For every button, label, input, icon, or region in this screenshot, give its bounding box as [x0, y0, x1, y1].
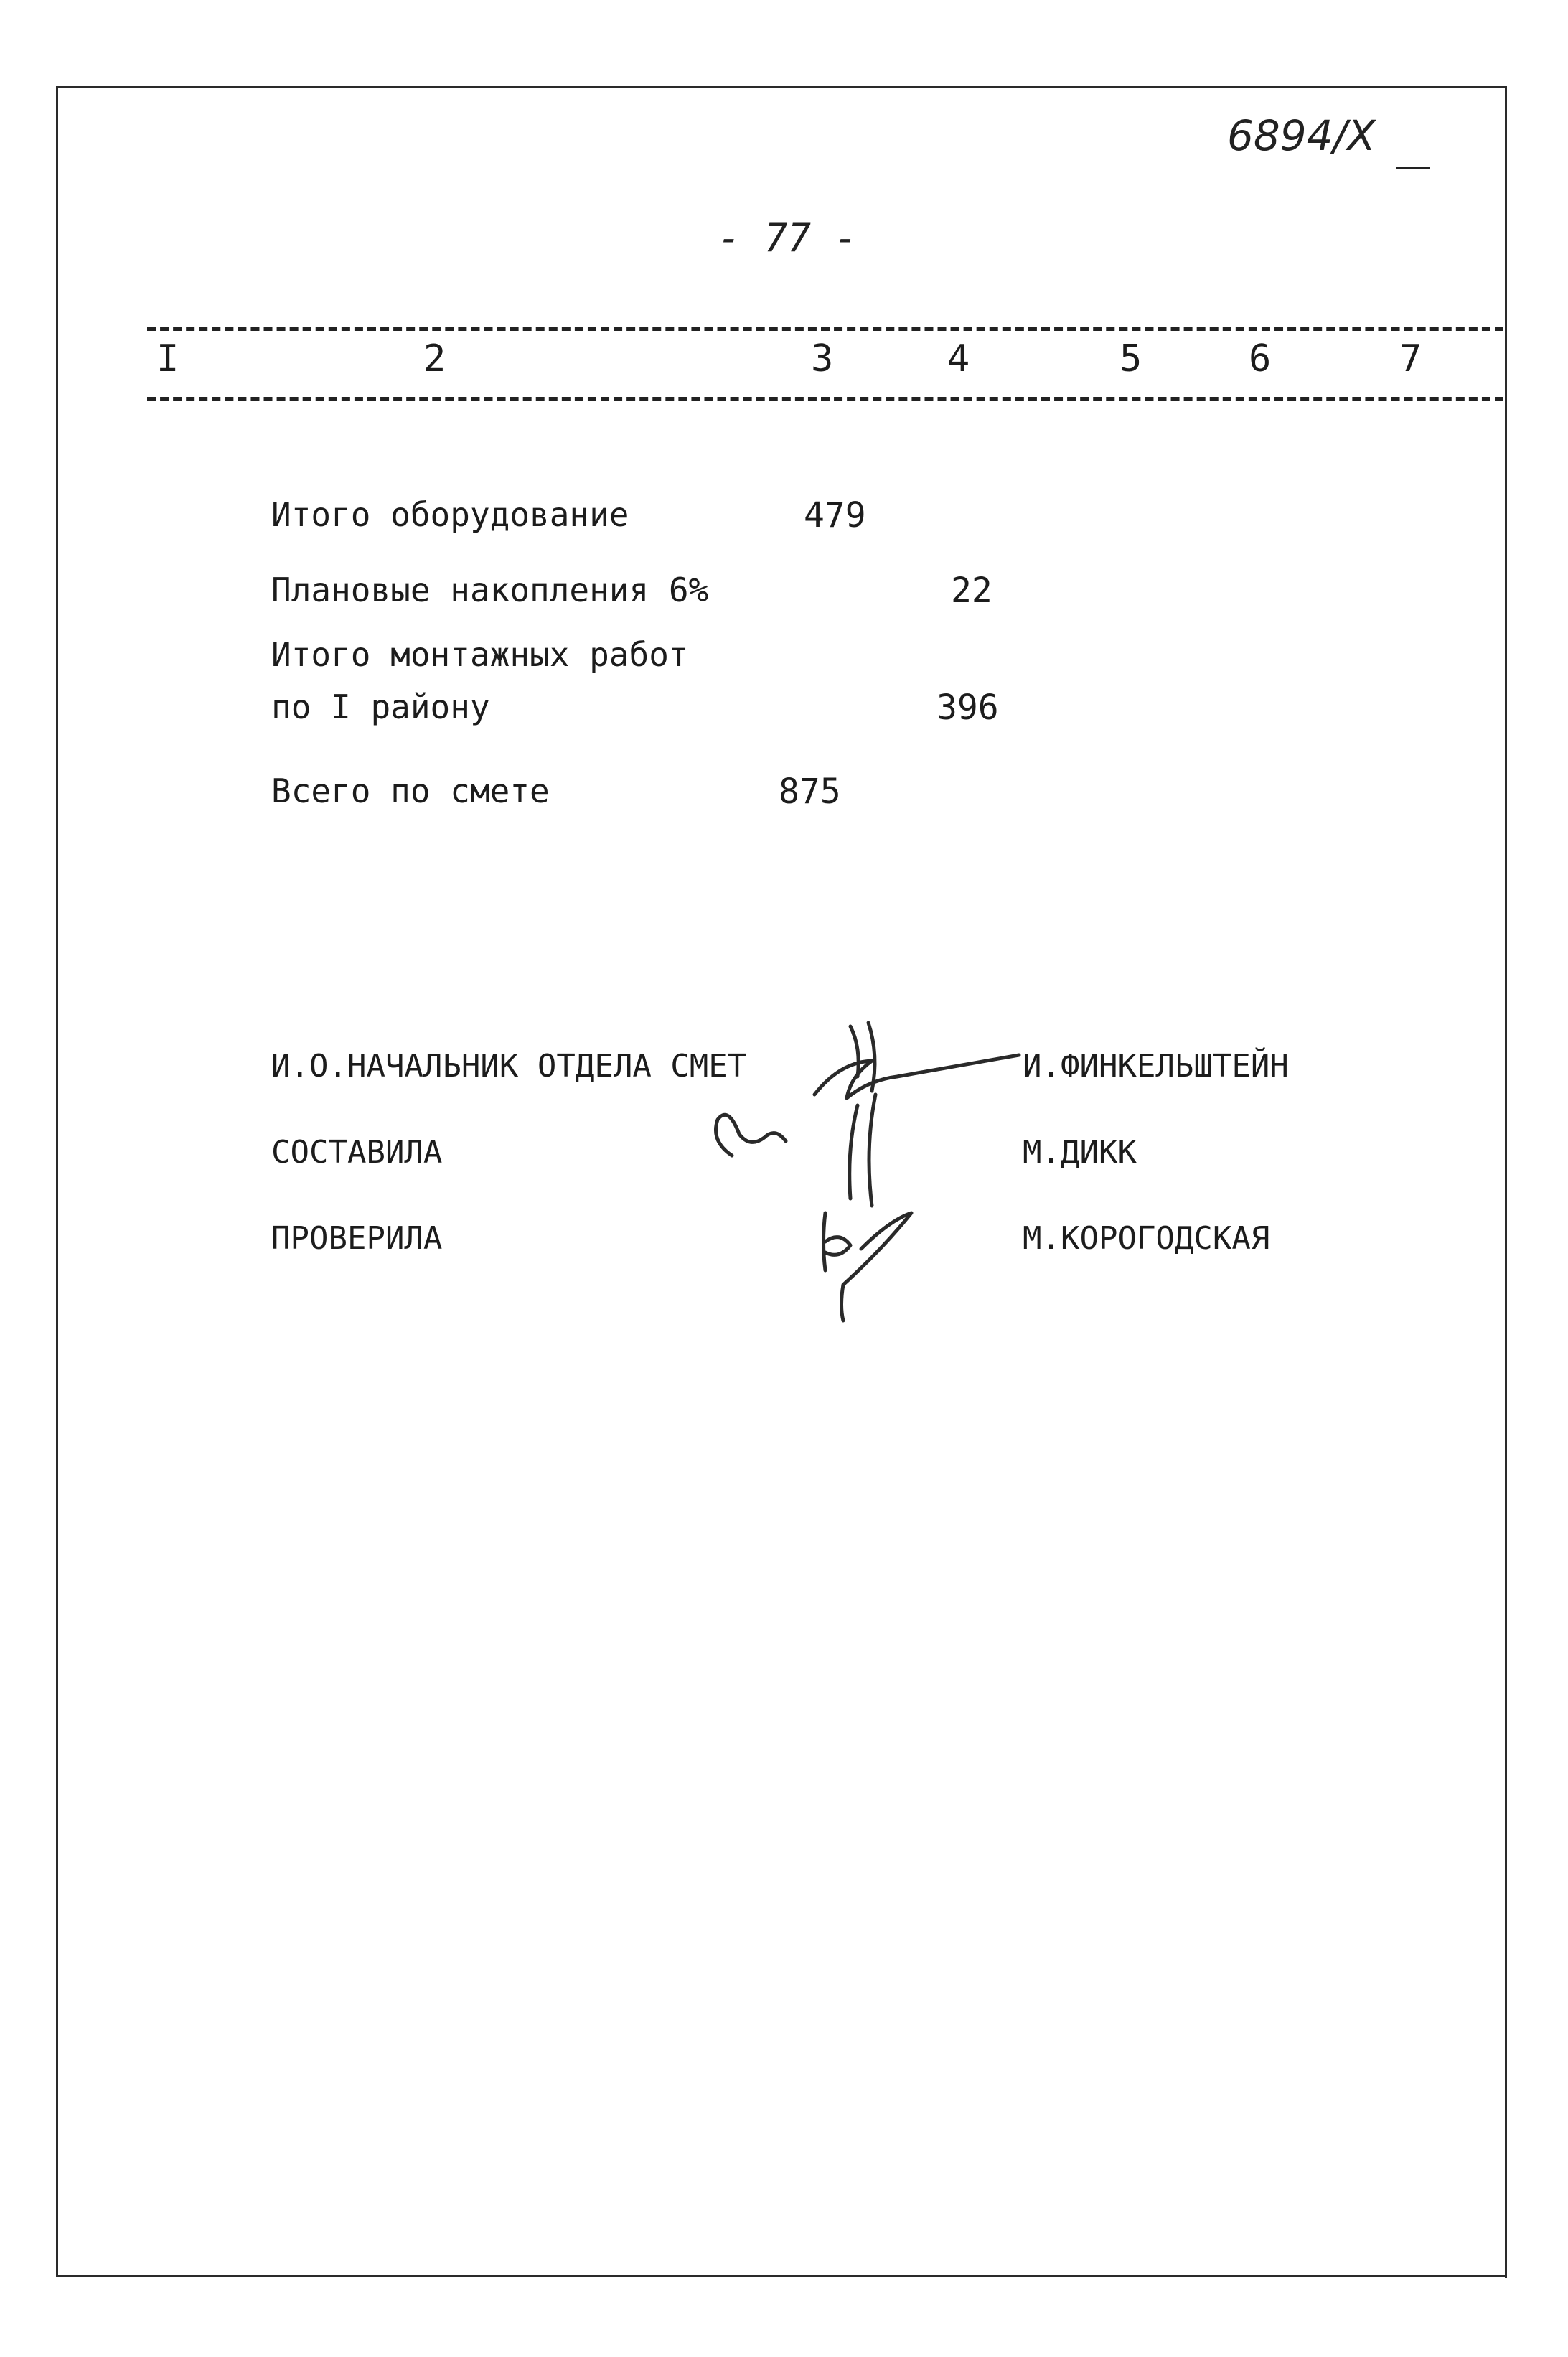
signatory-role-checked: ПРОВЕРИЛА	[271, 1220, 443, 1257]
column-header-3: 3	[811, 337, 834, 380]
signature-compiled-vertical-2	[869, 1095, 875, 1206]
row-value-installation-total: 396	[936, 688, 999, 728]
signature-checked-tail	[842, 1213, 912, 1321]
row-label-installation-total-line1: Итого монтажных работ	[271, 635, 689, 674]
signatory-role-head: И.О.НАЧАЛЬНИК ОТДЕЛА СМЕТ	[271, 1048, 747, 1084]
column-header-6: 6	[1249, 337, 1272, 380]
signature-head-loop	[850, 1026, 858, 1077]
signatory-role-compiled: СОСТАВИЛА	[271, 1134, 443, 1171]
row-value-planned-accumulations: 22	[951, 571, 992, 611]
signature-compiled-vertical	[850, 1105, 858, 1199]
row-label-estimate-total: Всего по смете	[271, 772, 550, 810]
column-header-7: 7	[1399, 337, 1422, 380]
column-header-5: 5	[1119, 337, 1142, 380]
column-header-2: 2	[423, 337, 446, 380]
row-value-estimate-total: 875	[779, 772, 841, 812]
signatory-name-head: И.ФИНКЕЛЬШТЕЙН	[1023, 1048, 1289, 1084]
page-number: - 77 -	[718, 215, 858, 261]
signature-head-loop-2	[868, 1023, 875, 1091]
signature-checked-letters	[824, 1213, 851, 1270]
signatory-name-checked: М.КОРОГОДСКАЯ	[1023, 1220, 1270, 1257]
document-number-underline	[1396, 167, 1430, 169]
signatory-name-compiled: М.ДИКК	[1023, 1134, 1137, 1171]
column-header-1: I	[156, 337, 179, 380]
row-label-installation-total-line2: по I району	[271, 688, 490, 726]
row-label-planned-accumulations: Плановые накопления 6%	[271, 571, 709, 609]
row-label-equipment-total: Итого оборудование	[271, 495, 629, 534]
signature-head-stroke	[814, 1055, 1019, 1098]
row-value-equipment-total: 479	[804, 495, 866, 535]
document-number: 6894/X	[1227, 111, 1376, 160]
column-header-4: 4	[947, 337, 970, 380]
signature-compiled-stroke	[716, 1115, 787, 1156]
